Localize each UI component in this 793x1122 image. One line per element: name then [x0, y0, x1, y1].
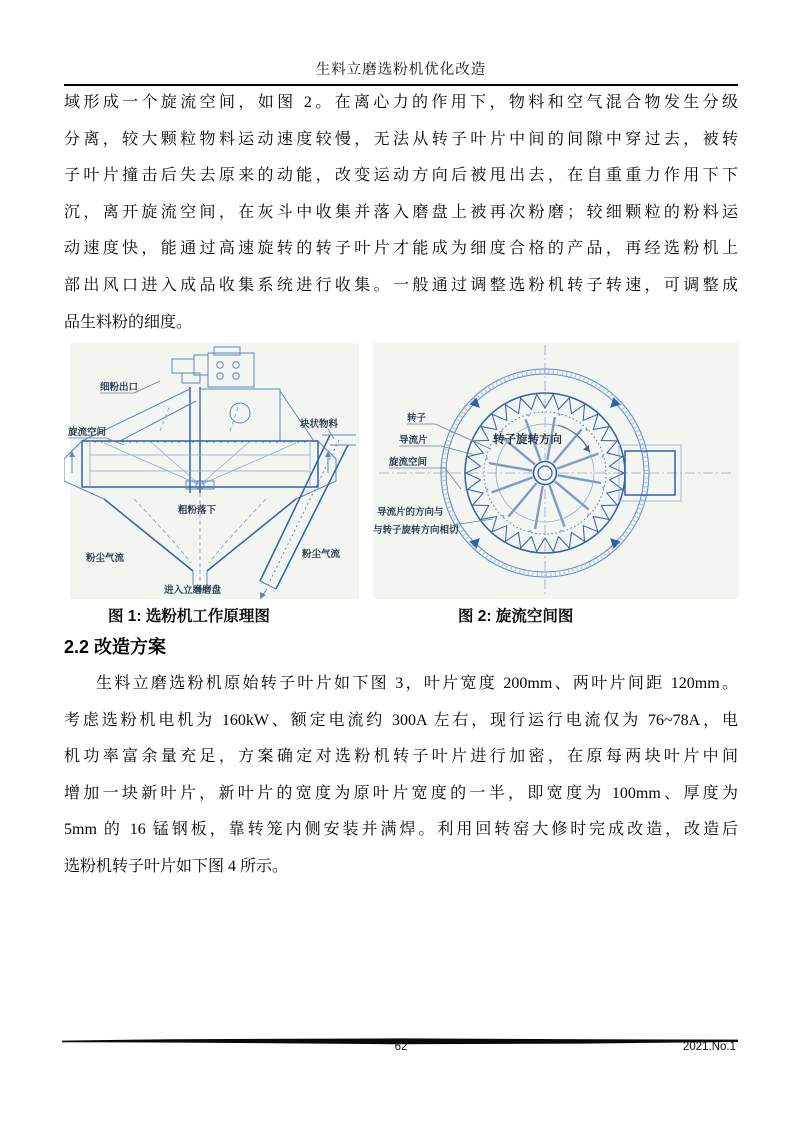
fig1-label-enter-mill-table: 进入立磨磨盘: [164, 585, 222, 596]
fig1-label-swirl-space: 旋流空间: [68, 427, 107, 438]
fig2-label-tangent-note-1: 导流片的方向与: [377, 507, 444, 518]
figure-1-caption: 图 1: 选粉机工作原理图: [108, 608, 270, 625]
fig1-label-fine-powder-outlet: 细粉出口: [100, 382, 139, 393]
fig2-label-guide-vane: 导流片: [399, 435, 428, 446]
page-header-title: 生料立磨选粉机优化改造: [315, 62, 487, 78]
text-line: 生料立磨选粉机原始转子叶片如下图 3，叶片宽度 200mm、两叶片间距 120mm。: [96, 675, 738, 692]
text-line: 增加一块新叶片，新叶片的宽度为原叶片宽度的一半，即宽度为 100mm、厚度为: [64, 784, 738, 802]
text-line: 分离，较大颗粒物料运动速度较慢，无法从转子叶片中间的间隙中穿过去，被转: [64, 130, 738, 148]
text-line: 考虑选粉机电机为 160kW、额定电流约 300A 左右，现行运行电流仅为 76~78A，电: [64, 711, 738, 729]
fig1-label-dust-airflow-left: 粉尘气流: [86, 553, 125, 564]
text-line: 动速度快，能通过高速旋转的转子叶片才能成为细度合格的产品，再经选粉机上: [64, 240, 738, 258]
issue-number: 2021.No.1: [682, 1041, 736, 1053]
figure-2: [373, 343, 739, 604]
figure-1: [64, 343, 359, 604]
text-line: 部出风口进入成品收集系统进行收集。一般通过调整选粉机转子转速，可调整成: [64, 276, 738, 294]
figure1-diagram: [64, 343, 359, 599]
text-line: 机功率富余量充足，方案确定对选粉机转子叶片进行加密，在原每两块叶片中间: [64, 748, 738, 766]
text-line: 域形成一个旋流空间，如图 2。在离心力的作用下，物料和空气混合物发生分级: [64, 94, 738, 111]
fig2-label-rotor: 转子: [407, 413, 427, 424]
text-line: 品生料粉的细度。: [64, 313, 193, 331]
figure-2-caption: 图 2: 旋流空间图: [458, 608, 574, 625]
footer: [64, 1041, 738, 1059]
fig2-label-tangent-note-2: 与转子旋转方向相切: [373, 525, 459, 536]
fig1-label-lumpy-material: 块状物料: [300, 419, 339, 430]
fig2-label-rotation-direction: 转子旋转方向: [493, 434, 562, 446]
figure2-diagram: [373, 343, 739, 599]
text-line: 选粉机转子叶片如下图 4 所示。: [64, 857, 289, 875]
section-heading: 2.2 改造方案: [64, 637, 167, 657]
paragraph-1: [64, 85, 738, 341]
fig1-label-dust-airflow-right: 粉尘气流: [302, 549, 341, 560]
text-line: 子叶片撞击后失去原来的动能，改变运动方向后被甩出去，在自重重力作用下下: [64, 167, 738, 185]
page-number: 62: [394, 1041, 408, 1053]
text-line: 沉，离开旋流空间，在灰斗中收集并落入磨盘上被再次粉磨；较细颗粒的粉料运: [64, 203, 738, 221]
paragraph-2: [64, 666, 738, 886]
fig2-label-swirl-space: 旋流空间: [389, 457, 428, 468]
fig1-label-coarse-powder-falls: 粗粉落下: [178, 505, 217, 516]
text-line: 5mm 的 16 锰钢板，靠转笼内侧安装并满焊。利用回转窑大修时完成改造，改造后: [64, 821, 738, 839]
